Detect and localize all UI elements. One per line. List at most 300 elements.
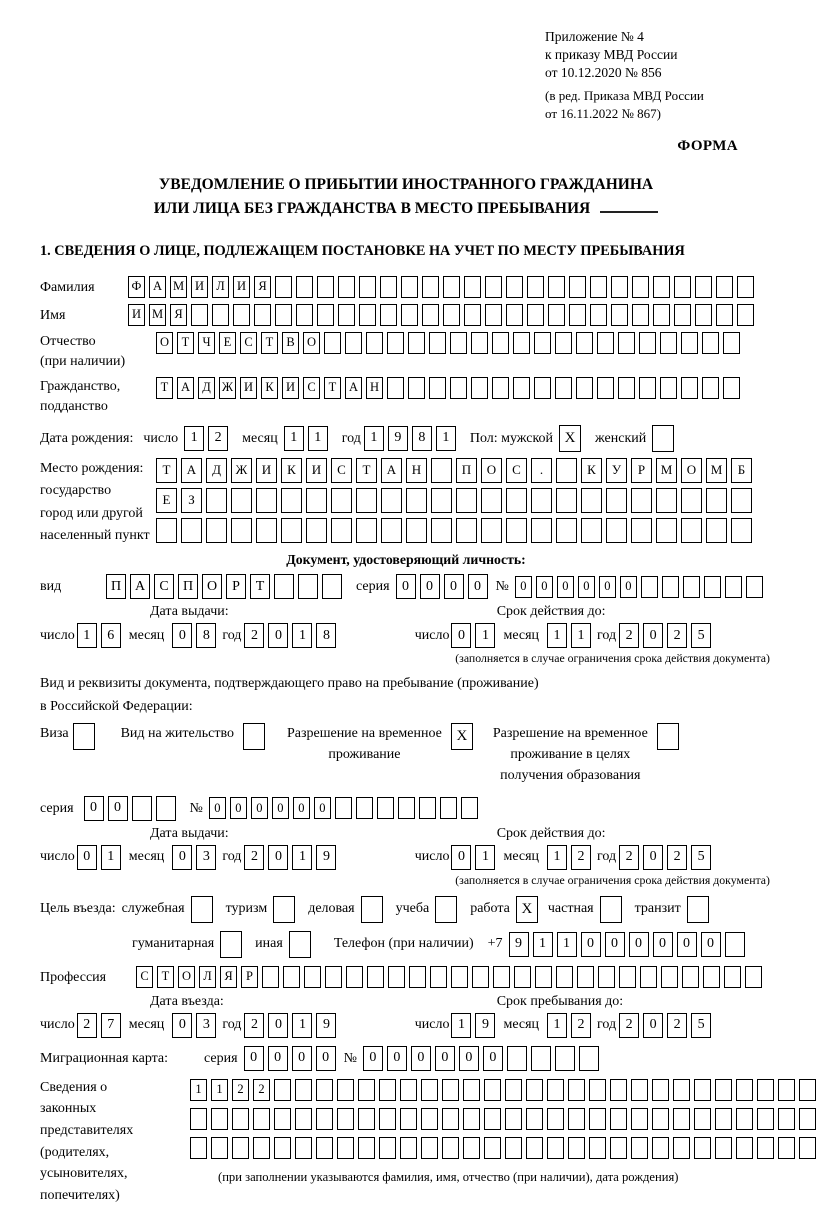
form-cell[interactable]: 1: [533, 932, 553, 957]
form-cell[interactable]: 0: [653, 932, 673, 957]
form-cell[interactable]: [275, 304, 292, 326]
form-cell[interactable]: [431, 488, 452, 513]
form-cell[interactable]: [548, 304, 565, 326]
form-cell[interactable]: В: [282, 332, 299, 354]
form-cell[interactable]: [380, 276, 397, 298]
form-cell[interactable]: Л: [212, 276, 229, 298]
form-cell[interactable]: [191, 304, 208, 326]
form-cell[interactable]: [639, 332, 656, 354]
form-cell[interactable]: [206, 518, 227, 543]
form-cell[interactable]: 1: [436, 426, 456, 451]
form-cell[interactable]: [631, 1137, 648, 1159]
form-cell[interactable]: [273, 896, 295, 923]
form-cell[interactable]: 0: [468, 574, 488, 599]
form-cell[interactable]: 0: [230, 797, 247, 819]
form-cell[interactable]: [695, 276, 712, 298]
form-cell[interactable]: [534, 332, 551, 354]
form-cell[interactable]: [379, 1137, 396, 1159]
form-cell[interactable]: [656, 488, 677, 513]
form-cell[interactable]: 3: [196, 1013, 216, 1038]
form-cell[interactable]: [463, 1079, 480, 1101]
form-cell[interactable]: И: [128, 304, 145, 326]
form-cell[interactable]: [296, 276, 313, 298]
form-cell[interactable]: 9: [475, 1013, 495, 1038]
form-cell[interactable]: 0: [316, 1046, 336, 1071]
form-cell[interactable]: И: [191, 276, 208, 298]
form-cell[interactable]: 0: [451, 845, 471, 870]
form-cell[interactable]: [641, 576, 658, 598]
form-cell[interactable]: [304, 966, 321, 988]
form-cell[interactable]: [706, 518, 727, 543]
form-cell[interactable]: [706, 488, 727, 513]
form-cell[interactable]: [568, 1079, 585, 1101]
form-cell[interactable]: [527, 276, 544, 298]
form-cell[interactable]: [715, 1079, 732, 1101]
form-cell[interactable]: [694, 1108, 711, 1130]
form-cell[interactable]: [190, 1137, 207, 1159]
form-cell[interactable]: [401, 276, 418, 298]
form-cell[interactable]: 0: [620, 576, 637, 598]
form-cell[interactable]: [429, 377, 446, 399]
form-cell[interactable]: [295, 1108, 312, 1130]
form-cell[interactable]: [724, 966, 741, 988]
form-cell[interactable]: [632, 276, 649, 298]
form-cell[interactable]: [493, 966, 510, 988]
form-cell[interactable]: [359, 304, 376, 326]
form-cell[interactable]: [337, 1108, 354, 1130]
form-cell[interactable]: [379, 1108, 396, 1130]
form-cell[interactable]: [358, 1137, 375, 1159]
form-cell[interactable]: 6: [101, 623, 121, 648]
form-cell[interactable]: [514, 966, 531, 988]
form-cell[interactable]: [484, 1079, 501, 1101]
form-cell[interactable]: 2: [208, 426, 228, 451]
form-cell[interactable]: [431, 458, 452, 483]
form-cell[interactable]: И: [240, 377, 257, 399]
form-cell[interactable]: Т: [261, 332, 278, 354]
form-cell[interactable]: [631, 1079, 648, 1101]
form-cell[interactable]: [611, 304, 628, 326]
form-cell[interactable]: О: [156, 332, 173, 354]
form-cell[interactable]: [443, 304, 460, 326]
form-cell[interactable]: [736, 1108, 753, 1130]
form-cell[interactable]: [657, 723, 679, 750]
form-cell[interactable]: [456, 518, 477, 543]
form-cell[interactable]: [632, 304, 649, 326]
form-cell[interactable]: [652, 425, 674, 452]
form-cell[interactable]: М: [656, 458, 677, 483]
form-cell[interactable]: У: [606, 458, 627, 483]
form-cell[interactable]: [471, 332, 488, 354]
form-cell[interactable]: [231, 488, 252, 513]
form-cell[interactable]: [421, 1137, 438, 1159]
form-cell[interactable]: 0: [420, 574, 440, 599]
form-cell[interactable]: [505, 1137, 522, 1159]
form-cell[interactable]: [757, 1079, 774, 1101]
form-cell[interactable]: Т: [156, 458, 177, 483]
form-cell[interactable]: [556, 518, 577, 543]
form-cell[interactable]: 3: [196, 845, 216, 870]
form-cell[interactable]: А: [381, 458, 402, 483]
form-cell[interactable]: [597, 377, 614, 399]
form-cell[interactable]: [461, 797, 478, 819]
form-cell[interactable]: [548, 276, 565, 298]
form-cell[interactable]: 2: [667, 623, 687, 648]
form-cell[interactable]: Е: [156, 488, 177, 513]
form-cell[interactable]: [421, 1108, 438, 1130]
form-cell[interactable]: 0: [483, 1046, 503, 1071]
form-cell[interactable]: 1: [77, 623, 97, 648]
form-cell[interactable]: [674, 276, 691, 298]
form-cell[interactable]: [443, 276, 460, 298]
form-cell[interactable]: [358, 1108, 375, 1130]
form-cell[interactable]: [317, 276, 334, 298]
form-cell[interactable]: [640, 966, 657, 988]
form-cell[interactable]: 0: [451, 623, 471, 648]
form-cell[interactable]: [715, 1137, 732, 1159]
form-cell[interactable]: А: [181, 458, 202, 483]
form-cell[interactable]: [682, 966, 699, 988]
form-cell[interactable]: 1: [308, 426, 328, 451]
form-cell[interactable]: [464, 276, 481, 298]
form-cell[interactable]: Р: [241, 966, 258, 988]
form-cell[interactable]: [569, 304, 586, 326]
form-cell[interactable]: [556, 966, 573, 988]
form-cell[interactable]: 0: [84, 796, 104, 821]
form-cell[interactable]: Т: [356, 458, 377, 483]
form-cell[interactable]: 0: [268, 1013, 288, 1038]
form-cell[interactable]: 1: [211, 1079, 228, 1101]
form-cell[interactable]: [731, 488, 752, 513]
form-cell[interactable]: 0: [557, 576, 574, 598]
form-cell[interactable]: 2: [77, 1013, 97, 1038]
form-cell[interactable]: [694, 1137, 711, 1159]
form-cell[interactable]: [381, 518, 402, 543]
form-cell[interactable]: 0: [701, 932, 721, 957]
form-cell[interactable]: 0: [536, 576, 553, 598]
form-cell[interactable]: [799, 1108, 816, 1130]
form-cell[interactable]: [631, 488, 652, 513]
form-cell[interactable]: [716, 276, 733, 298]
form-cell[interactable]: 2: [244, 845, 264, 870]
form-cell[interactable]: О: [681, 458, 702, 483]
form-cell[interactable]: [256, 518, 277, 543]
form-cell[interactable]: [253, 1137, 270, 1159]
form-cell[interactable]: О: [303, 332, 320, 354]
form-cell[interactable]: [262, 966, 279, 988]
form-cell[interactable]: П: [178, 574, 198, 599]
form-cell[interactable]: [406, 488, 427, 513]
form-cell[interactable]: X: [516, 896, 538, 923]
form-cell[interactable]: [211, 1108, 228, 1130]
form-cell[interactable]: [337, 1137, 354, 1159]
form-cell[interactable]: 0: [643, 845, 663, 870]
form-cell[interactable]: 0: [677, 932, 697, 957]
form-cell[interactable]: [598, 966, 615, 988]
form-cell[interactable]: [356, 518, 377, 543]
form-cell[interactable]: [715, 1108, 732, 1130]
form-cell[interactable]: [725, 576, 742, 598]
form-cell[interactable]: [485, 276, 502, 298]
form-cell[interactable]: А: [345, 377, 362, 399]
form-cell[interactable]: [507, 1046, 527, 1071]
form-cell[interactable]: [380, 304, 397, 326]
form-cell[interactable]: 2: [244, 1013, 264, 1038]
form-cell[interactable]: [233, 304, 250, 326]
form-cell[interactable]: 0: [272, 797, 289, 819]
form-cell[interactable]: 9: [388, 426, 408, 451]
form-cell[interactable]: Ч: [198, 332, 215, 354]
form-cell[interactable]: [450, 377, 467, 399]
form-cell[interactable]: [337, 1079, 354, 1101]
form-cell[interactable]: Т: [250, 574, 270, 599]
form-cell[interactable]: [745, 966, 762, 988]
form-cell[interactable]: 1: [547, 1013, 567, 1038]
form-cell[interactable]: [547, 1108, 564, 1130]
form-cell[interactable]: 0: [629, 932, 649, 957]
form-cell[interactable]: [281, 518, 302, 543]
form-cell[interactable]: [610, 1108, 627, 1130]
form-cell[interactable]: [506, 518, 527, 543]
form-cell[interactable]: [526, 1137, 543, 1159]
form-cell[interactable]: [505, 1108, 522, 1130]
form-cell[interactable]: [576, 377, 593, 399]
form-cell[interactable]: [568, 1137, 585, 1159]
form-cell[interactable]: А: [149, 276, 166, 298]
form-cell[interactable]: 2: [244, 623, 264, 648]
form-cell[interactable]: [737, 276, 754, 298]
form-cell[interactable]: Д: [198, 377, 215, 399]
form-cell[interactable]: 0: [172, 623, 192, 648]
form-cell[interactable]: [610, 1079, 627, 1101]
form-cell[interactable]: [731, 518, 752, 543]
form-cell[interactable]: 5: [691, 623, 711, 648]
form-cell[interactable]: [408, 377, 425, 399]
form-cell[interactable]: [298, 574, 318, 599]
form-cell[interactable]: 1: [547, 623, 567, 648]
form-cell[interactable]: 0: [396, 574, 416, 599]
form-cell[interactable]: [156, 796, 176, 821]
form-cell[interactable]: [639, 377, 656, 399]
form-cell[interactable]: [481, 518, 502, 543]
form-cell[interactable]: И: [256, 458, 277, 483]
form-cell[interactable]: Р: [226, 574, 246, 599]
form-cell[interactable]: [610, 1137, 627, 1159]
form-cell[interactable]: 0: [581, 932, 601, 957]
form-cell[interactable]: Т: [157, 966, 174, 988]
form-cell[interactable]: [451, 966, 468, 988]
form-cell[interactable]: [442, 1079, 459, 1101]
form-cell[interactable]: [535, 966, 552, 988]
form-cell[interactable]: 2: [619, 1013, 639, 1038]
form-cell[interactable]: 1: [547, 845, 567, 870]
form-cell[interactable]: [687, 896, 709, 923]
form-cell[interactable]: [398, 797, 415, 819]
form-cell[interactable]: [555, 1046, 575, 1071]
form-cell[interactable]: [212, 304, 229, 326]
form-cell[interactable]: 1: [292, 845, 312, 870]
form-cell[interactable]: 2: [619, 845, 639, 870]
form-cell[interactable]: О: [481, 458, 502, 483]
form-cell[interactable]: [661, 966, 678, 988]
form-cell[interactable]: [778, 1079, 795, 1101]
form-cell[interactable]: [652, 1108, 669, 1130]
form-cell[interactable]: [506, 488, 527, 513]
form-cell[interactable]: [316, 1137, 333, 1159]
form-cell[interactable]: 0: [268, 623, 288, 648]
form-cell[interactable]: [450, 332, 467, 354]
form-cell[interactable]: [589, 1137, 606, 1159]
form-cell[interactable]: [346, 966, 363, 988]
form-cell[interactable]: [527, 304, 544, 326]
form-cell[interactable]: .: [531, 458, 552, 483]
form-cell[interactable]: 0: [77, 845, 97, 870]
form-cell[interactable]: [694, 1079, 711, 1101]
form-cell[interactable]: [253, 1108, 270, 1130]
form-cell[interactable]: 8: [196, 623, 216, 648]
form-cell[interactable]: [736, 1137, 753, 1159]
form-cell[interactable]: П: [456, 458, 477, 483]
form-cell[interactable]: 8: [316, 623, 336, 648]
form-cell[interactable]: 0: [363, 1046, 383, 1071]
form-cell[interactable]: 5: [691, 1013, 711, 1038]
form-cell[interactable]: [681, 518, 702, 543]
form-cell[interactable]: [406, 518, 427, 543]
form-cell[interactable]: 1: [190, 1079, 207, 1101]
form-cell[interactable]: [232, 1137, 249, 1159]
form-cell[interactable]: [366, 332, 383, 354]
form-cell[interactable]: [409, 966, 426, 988]
form-cell[interactable]: 2: [253, 1079, 270, 1101]
form-cell[interactable]: [211, 1137, 228, 1159]
form-cell[interactable]: [316, 1108, 333, 1130]
form-cell[interactable]: [456, 488, 477, 513]
form-cell[interactable]: [606, 518, 627, 543]
form-cell[interactable]: [359, 276, 376, 298]
form-cell[interactable]: М: [170, 276, 187, 298]
form-cell[interactable]: [660, 332, 677, 354]
form-cell[interactable]: [401, 304, 418, 326]
form-cell[interactable]: 0: [314, 797, 331, 819]
form-cell[interactable]: 9: [509, 932, 529, 957]
form-cell[interactable]: Н: [406, 458, 427, 483]
form-cell[interactable]: [471, 377, 488, 399]
form-cell[interactable]: [656, 518, 677, 543]
form-cell[interactable]: 1: [284, 426, 304, 451]
form-cell[interactable]: 1: [292, 623, 312, 648]
form-cell[interactable]: С: [240, 332, 257, 354]
form-cell[interactable]: Т: [156, 377, 173, 399]
form-cell[interactable]: [190, 1108, 207, 1130]
form-cell[interactable]: 0: [444, 574, 464, 599]
form-cell[interactable]: [325, 966, 342, 988]
form-cell[interactable]: [274, 1137, 291, 1159]
form-cell[interactable]: А: [130, 574, 150, 599]
form-cell[interactable]: [430, 966, 447, 988]
form-cell[interactable]: [331, 488, 352, 513]
form-cell[interactable]: 0: [605, 932, 625, 957]
form-cell[interactable]: [316, 1079, 333, 1101]
form-cell[interactable]: [526, 1108, 543, 1130]
form-cell[interactable]: [695, 304, 712, 326]
form-cell[interactable]: [723, 332, 740, 354]
form-cell[interactable]: [660, 377, 677, 399]
form-cell[interactable]: Т: [177, 332, 194, 354]
form-cell[interactable]: С: [303, 377, 320, 399]
form-cell[interactable]: [702, 332, 719, 354]
form-cell[interactable]: 1: [184, 426, 204, 451]
form-cell[interactable]: Д: [206, 458, 227, 483]
form-cell[interactable]: [472, 966, 489, 988]
form-cell[interactable]: [388, 966, 405, 988]
form-cell[interactable]: [492, 332, 509, 354]
form-cell[interactable]: 0: [459, 1046, 479, 1071]
form-cell[interactable]: [442, 1108, 459, 1130]
form-cell[interactable]: [306, 518, 327, 543]
form-cell[interactable]: [345, 332, 362, 354]
form-cell[interactable]: 0: [251, 797, 268, 819]
form-cell[interactable]: [681, 488, 702, 513]
form-cell[interactable]: 2: [667, 845, 687, 870]
form-cell[interactable]: [295, 1137, 312, 1159]
form-cell[interactable]: С: [154, 574, 174, 599]
form-cell[interactable]: [526, 1079, 543, 1101]
form-cell[interactable]: [132, 796, 152, 821]
form-cell[interactable]: 2: [571, 1013, 591, 1038]
form-cell[interactable]: [531, 1046, 551, 1071]
form-cell[interactable]: [400, 1108, 417, 1130]
form-cell[interactable]: [463, 1137, 480, 1159]
form-cell[interactable]: [568, 1108, 585, 1130]
form-cell[interactable]: Т: [324, 377, 341, 399]
form-cell[interactable]: [534, 377, 551, 399]
form-cell[interactable]: [581, 518, 602, 543]
form-cell[interactable]: 0: [411, 1046, 431, 1071]
form-cell[interactable]: 0: [515, 576, 532, 598]
form-cell[interactable]: [618, 332, 635, 354]
form-cell[interactable]: [387, 332, 404, 354]
form-cell[interactable]: [531, 488, 552, 513]
form-cell[interactable]: [356, 797, 373, 819]
form-cell[interactable]: 1: [451, 1013, 471, 1038]
form-cell[interactable]: [653, 276, 670, 298]
form-cell[interactable]: 0: [244, 1046, 264, 1071]
form-cell[interactable]: [231, 518, 252, 543]
form-cell[interactable]: С: [331, 458, 352, 483]
form-cell[interactable]: [464, 304, 481, 326]
form-cell[interactable]: Л: [199, 966, 216, 988]
form-cell[interactable]: [704, 576, 721, 598]
form-cell[interactable]: [577, 966, 594, 988]
form-cell[interactable]: [317, 304, 334, 326]
form-cell[interactable]: [73, 723, 95, 750]
form-cell[interactable]: [556, 458, 577, 483]
form-cell[interactable]: С: [136, 966, 153, 988]
form-cell[interactable]: [619, 966, 636, 988]
form-cell[interactable]: [422, 276, 439, 298]
form-cell[interactable]: Р: [631, 458, 652, 483]
form-cell[interactable]: 0: [209, 797, 226, 819]
form-cell[interactable]: [338, 304, 355, 326]
form-cell[interactable]: М: [149, 304, 166, 326]
form-cell[interactable]: [254, 304, 271, 326]
form-cell[interactable]: [631, 1108, 648, 1130]
form-cell[interactable]: [400, 1137, 417, 1159]
form-cell[interactable]: [367, 966, 384, 988]
form-cell[interactable]: [324, 332, 341, 354]
form-cell[interactable]: 1: [292, 1013, 312, 1038]
form-cell[interactable]: Н: [366, 377, 383, 399]
